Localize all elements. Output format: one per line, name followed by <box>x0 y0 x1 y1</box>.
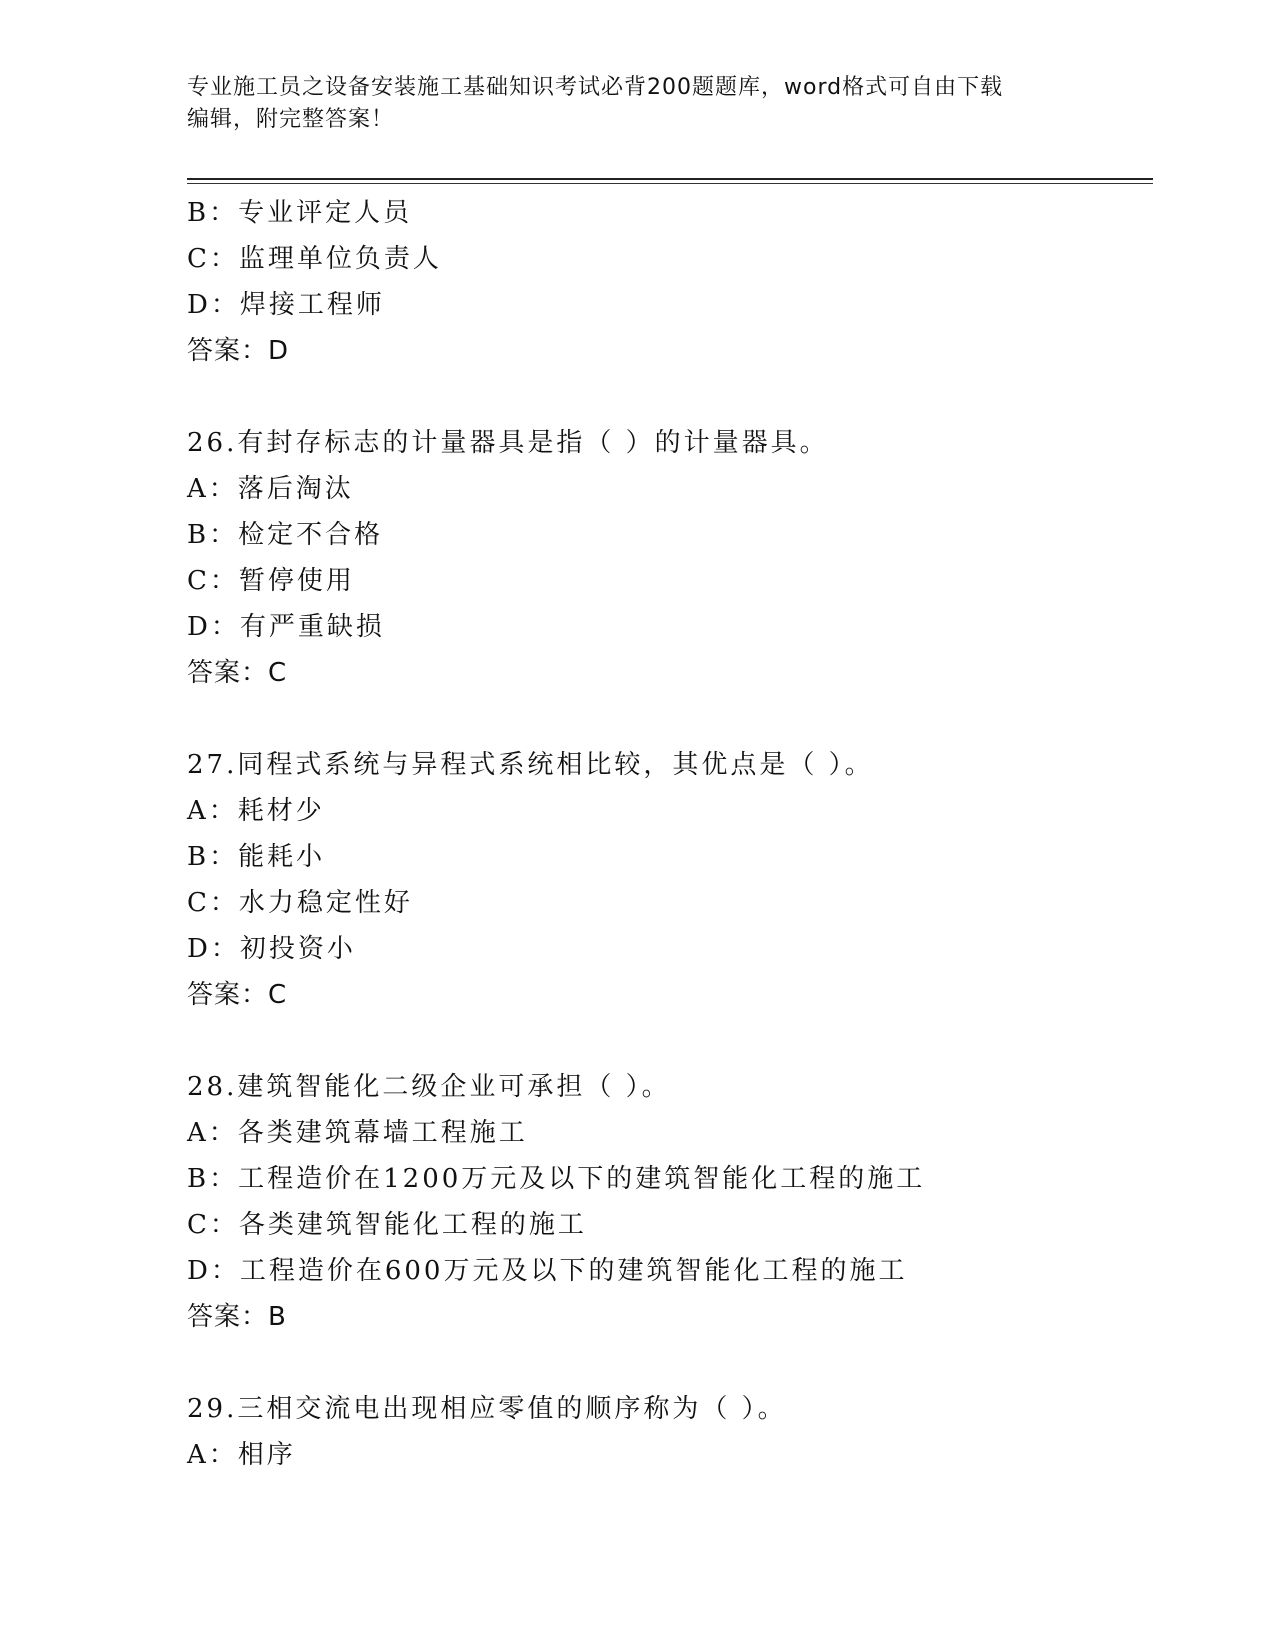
option-d: D：焊接工程师 <box>187 290 385 320</box>
option-d: D：初投资小 <box>187 934 356 964</box>
option-c: C：暂停使用 <box>187 566 355 596</box>
option-a: A：相序 <box>187 1440 296 1470</box>
spacer <box>187 1340 1153 1386</box>
option-d: D：有严重缺损 <box>187 612 385 642</box>
question-stem: 26.有封存标志的计量器具是指（ ）的计量器具。 <box>187 428 829 458</box>
question-block-29 <box>187 1386 1153 1478</box>
option-c: C：监理单位负责人 <box>187 244 442 274</box>
header-line-2: 编辑，附完整答案！ <box>187 107 395 132</box>
question-stem: 27.同程式系统与异程式系统相比较，其优点是（ ）。 <box>187 750 874 780</box>
question-block-25 <box>187 190 1153 374</box>
question-block-26 <box>187 420 1153 696</box>
option-c: C：水力稳定性好 <box>187 888 413 918</box>
option-c: C：各类建筑智能化工程的施工 <box>187 1210 587 1240</box>
option-a: A：落后淘汰 <box>187 474 354 504</box>
spacer <box>187 374 1153 420</box>
spacer <box>187 1018 1153 1064</box>
answer-line: 答案：C <box>187 658 288 688</box>
option-b: B：能耗小 <box>187 842 326 872</box>
answer-line: 答案：D <box>187 336 290 366</box>
option-b: B：检定不合格 <box>187 520 384 550</box>
document-header <box>187 72 1087 136</box>
question-stem: 29.三相交流电出现相应零值的顺序称为（ ）。 <box>187 1394 787 1424</box>
question-list <box>187 190 1153 1478</box>
spacer <box>187 696 1153 742</box>
answer-line: 答案：C <box>187 980 288 1010</box>
option-a: A：各类建筑幕墙工程施工 <box>187 1118 528 1148</box>
option-d: D：工程造价在600万元及以下的建筑智能化工程的施工 <box>187 1256 908 1286</box>
option-b: B：工程造价在1200万元及以下的建筑智能化工程的施工 <box>187 1164 926 1194</box>
question-block-28 <box>187 1064 1153 1340</box>
question-block-27 <box>187 742 1153 1018</box>
answer-line: 答案：B <box>187 1302 287 1332</box>
header-divider-thin <box>187 183 1153 184</box>
option-a: A：耗材少 <box>187 796 325 826</box>
option-b: B：专业评定人员 <box>187 198 413 228</box>
header-divider-thick <box>187 178 1153 180</box>
header-line-1: 专业施工员之设备安装施工基础知识考试必背200题题库，word格式可自由下载 <box>187 75 1004 100</box>
question-stem: 28.建筑智能化二级企业可承担（ ）。 <box>187 1072 671 1102</box>
